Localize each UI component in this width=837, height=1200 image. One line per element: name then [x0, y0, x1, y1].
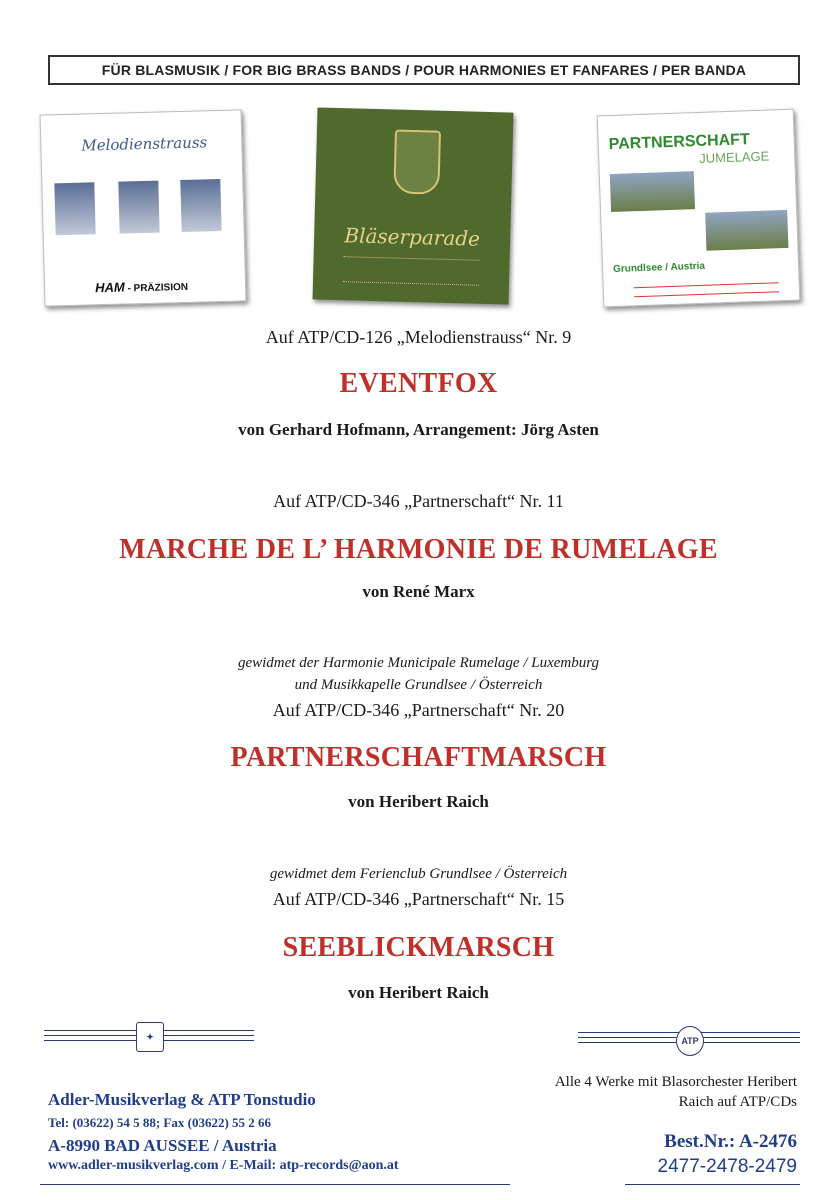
instrument-photo	[180, 179, 221, 232]
ornament-divider-left	[44, 1022, 254, 1052]
cover-title: Melodienstrauss	[81, 133, 208, 155]
ornament-divider-right	[578, 1026, 800, 1056]
release-note: Raich auf ATP/CDs	[678, 1094, 797, 1110]
brand-logo-text: HAM	[94, 279, 125, 296]
work-composer: von Heribert Raich	[348, 792, 489, 811]
genre-banner: FÜR BLASMUSIK / FOR BIG BRASS BANDS / POUR HARMONIES ET FANFARES / PER BANDA	[48, 55, 800, 85]
work-title: SEEBLICKMARSCH	[282, 932, 555, 963]
footer-rule-left	[40, 1184, 510, 1185]
work-reference: Auf ATP/CD-346 „Partnerschaft“ Nr. 11	[273, 491, 564, 511]
crest-icon	[393, 130, 441, 195]
cd-cover-melodienstrauss	[40, 109, 247, 306]
cover-title: Bläserparade	[344, 223, 481, 251]
work-reference: Auf ATP/CD-346 „Partnerschaft“ Nr. 15	[272, 889, 565, 909]
work-title: PARTNERSCHAFTMARSCH	[230, 742, 607, 773]
instrument-photo	[118, 181, 159, 234]
work-dedication: gewidmet dem Ferienclub Grundlsee / Österreich	[269, 866, 568, 882]
work-title: MARCHE DE L’ HARMONIE DE RUMELAGE	[119, 534, 718, 565]
order-number: Best.Nr.: A-2476	[664, 1131, 797, 1152]
cd-cover-partnerschaft	[597, 109, 801, 308]
work-composer: von Heribert Raich	[348, 983, 489, 1002]
publisher-name: Adler-Musikverlag & ATP Tonstudio	[48, 1090, 316, 1109]
work-composer: von Gerhard Hofmann, Arrangement: Jörg Asten	[238, 420, 599, 439]
band-photo	[705, 210, 788, 251]
instrument-photo	[54, 182, 95, 235]
publisher-address: A-8990 BAD AUSSEE / Austria	[48, 1136, 277, 1155]
cover-title: PARTNERSCHAFT	[608, 131, 750, 154]
cover-footnote	[634, 282, 779, 297]
footer-rule-right	[625, 1184, 800, 1185]
work-composer: von René Marx	[362, 582, 475, 601]
band-photo	[610, 171, 695, 212]
work-title: EVENTFOX	[339, 368, 498, 399]
work-reference: Auf ATP/CD-346 „Partnerschaft“ Nr. 20	[272, 700, 565, 720]
publisher-phone: Tel: (03622) 54 5 88; Fax (03622) 55 2 66	[48, 1115, 272, 1130]
cover-subtitle: JUMELAGE	[699, 148, 770, 166]
cover-tracklist	[343, 256, 480, 286]
cover-location: Grundlsee / Austria	[612, 260, 706, 276]
atp-emblem-icon: ATP	[676, 1026, 704, 1056]
work-dedication: gewidmet der Harmonie Municipale Rumelage / Luxemburg	[237, 655, 600, 671]
order-numbers: 2477-2478-2479	[657, 1156, 797, 1177]
work-dedication: und Musikkapelle Grundlsee / Österreich	[294, 677, 543, 693]
publisher-web: www.adler-musikverlag.com / E-Mail: atp-records@aon.at	[48, 1158, 399, 1173]
release-note: Alle 4 Werke mit Blasorchester Heribert	[554, 1074, 797, 1090]
brand-logo-suffix: - PRÄZISION	[127, 281, 189, 295]
cover-logo	[95, 278, 188, 295]
work-reference: Auf ATP/CD-126 „Melodienstrauss“ Nr. 9	[265, 327, 572, 347]
cd-cover-blaeserparade	[313, 107, 514, 304]
eagle-emblem-icon: ✦	[136, 1022, 164, 1052]
